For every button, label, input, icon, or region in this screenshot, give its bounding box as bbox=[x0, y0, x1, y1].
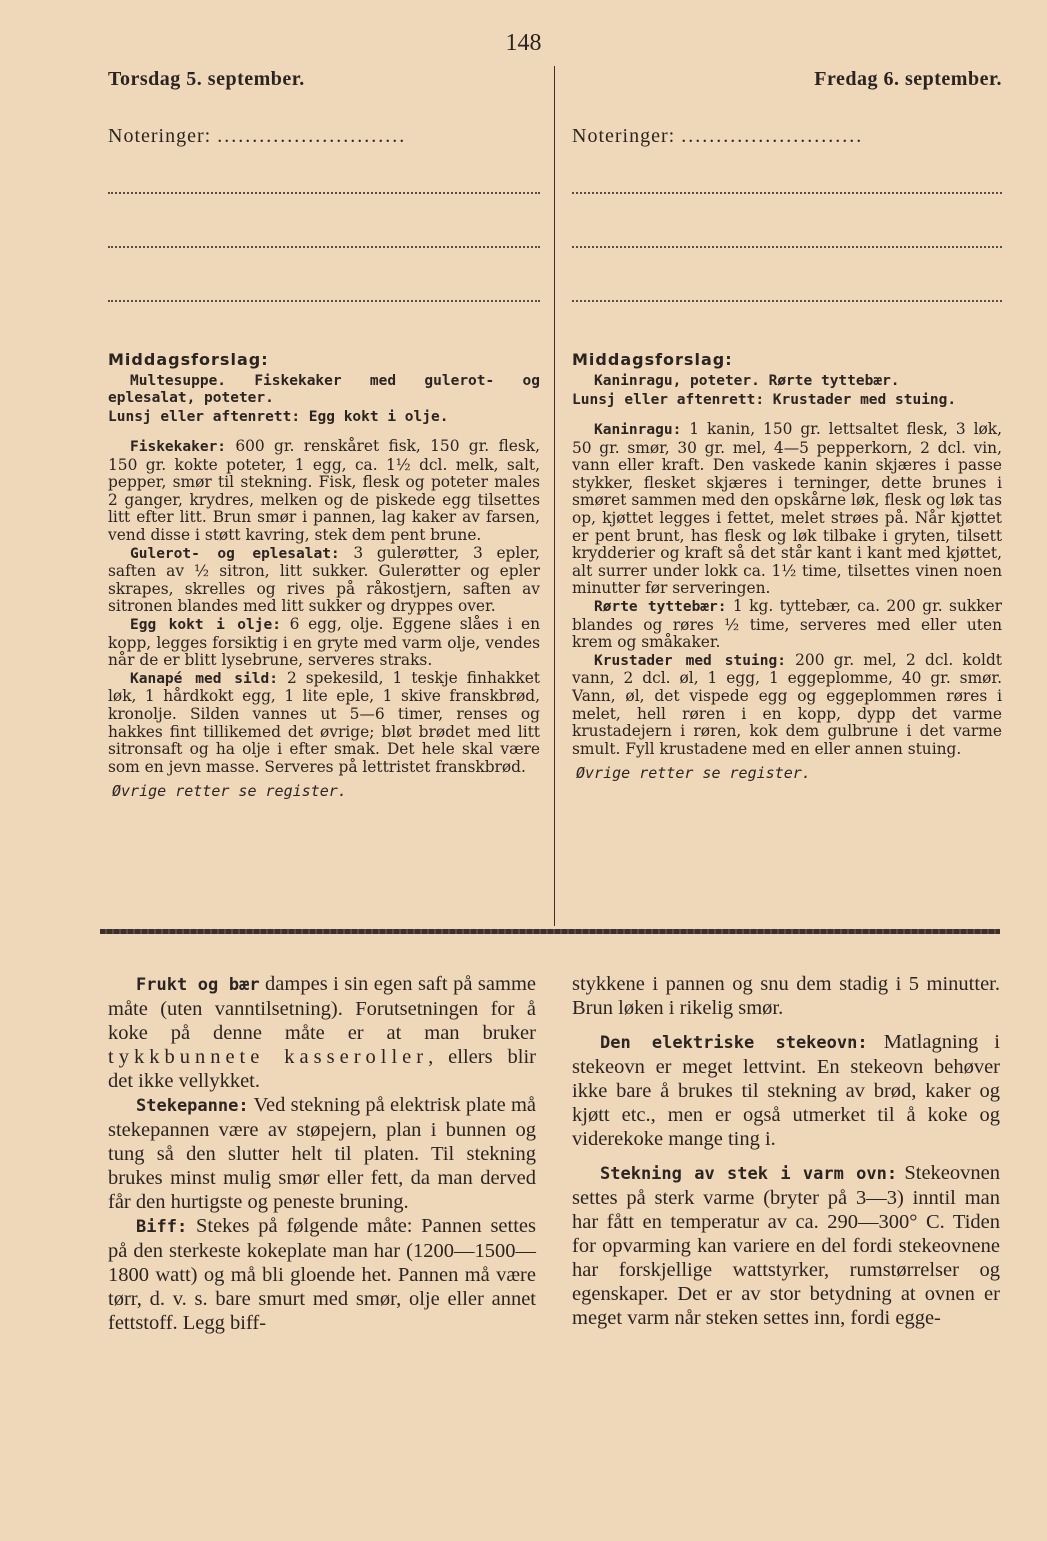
recipe-text: 6 egg, olje. Eggene slåes i en kopp, legges forsiktig i en gryte med varm olje, vendes når de er blitt lysebrune, serveres straks. bbox=[108, 614, 541, 670]
recipe-title: Krustader med stuing: bbox=[594, 652, 786, 669]
recipes-right bbox=[572, 421, 1002, 758]
notes-line bbox=[572, 192, 1002, 194]
notes-line bbox=[572, 300, 1002, 302]
paragraph-text: Stekeovnen settes på sterk varme (bryter på 3—3) inntil man har fått en temperatur av ca. 290—300° C. Tiden for opvarming kan variere en del fordi stekeovnene har forskjellige wattstyrker, rumstørrelser og egenskaper. Det er av stor betydning at ovnen er meget varm når steken settes inn, fordi egge- bbox=[572, 1162, 1001, 1329]
recipe-title: Rørte tyttebær: bbox=[594, 598, 727, 615]
menu-lunch-right: Lunsj eller aftenrett: Krustader med stuing. bbox=[572, 392, 957, 408]
recipe-text: 1 kg. tyttebær, ca. 200 gr. sukker blandes og røres ½ time, serveres med eller uten krem og småkaker. bbox=[572, 596, 1002, 652]
paragraph-text: Stekes på følgende måte: Pannen settes på den sterkeste kokeplate man har (1200—1500—1800 watt) og må bli gloende het. Pannen må være tørr, d. v. s. bare smurt med smør, olje eller annet fettstoff. Legg biff- bbox=[108, 1215, 536, 1334]
paragraph-title: Biff: bbox=[136, 1217, 188, 1237]
notes-label-text: Noteringer: bbox=[572, 125, 676, 147]
day-heading-right: Fredag 6. september. bbox=[814, 68, 1002, 90]
recipe-title: Kaninragu: bbox=[594, 422, 682, 438]
lower-text-right bbox=[572, 972, 1000, 1330]
recipe-paragraph bbox=[108, 438, 540, 545]
paragraph-title: Frukt og bær bbox=[136, 975, 260, 995]
menu-lunch-left: Lunsj eller aftenrett: Egg kokt i olje. bbox=[108, 409, 449, 425]
section-heading-right: Middagsforslag: bbox=[572, 350, 733, 369]
recipe-paragraph bbox=[108, 670, 540, 777]
paragraph-text: Matlagning i stekeovn er meget lettvint. En stekeovn behøver ikke bare å brukes til stekning av brød, kaker og kjøtt etc., men er også utmerket til å koke og viderekoke mange ting i. bbox=[572, 1031, 1000, 1150]
recipe-title: Gulerot- og eplesalat: bbox=[130, 545, 340, 562]
recipe-title: Fiskekaker: bbox=[130, 439, 227, 455]
column-divider bbox=[554, 66, 555, 926]
left-day-column bbox=[108, 68, 540, 800]
notes-label-left bbox=[108, 125, 540, 148]
menu-dinner-left: Multesuppe. Fiskekaker med gulerot- og eplesalat, poteter. bbox=[108, 373, 540, 406]
recipe-title: Egg kokt i olje: bbox=[130, 616, 281, 633]
text-paragraph: stykkene i pannen og snu dem stadig i 5 minutter. Brun løken i rikelig smør. bbox=[572, 973, 1000, 1019]
text-paragraph bbox=[108, 1093, 536, 1214]
recipe-paragraph bbox=[108, 545, 540, 616]
paragraph-title: Den elektriske stekeovn: bbox=[600, 1033, 868, 1053]
text-paragraph bbox=[108, 972, 536, 1093]
paragraph-text: dampes i sin egen saft på samme måte (uten vanntilsetning). Forutsetningen for å koke på denne måte er at man bruker bbox=[108, 973, 536, 1044]
section-divider bbox=[100, 929, 1000, 934]
notes-label-right bbox=[572, 125, 1002, 148]
paragraph-text: Ved stekning på elektrisk plate må stekepannen være av støpejern, plan i bunnen og tung så den slutter helt til platen. Til stekning brukes minst mulig smør eller fett, da man derved får den hurtigste og peneste bruning. bbox=[108, 1094, 536, 1213]
notes-line bbox=[572, 246, 1002, 248]
recipe-paragraph bbox=[572, 652, 1002, 759]
paragraph-text: , ellers blir det ikke vellykket. bbox=[108, 1046, 536, 1092]
recipe-text: 3 gulerøtter, 3 epler, saften av ½ sitron, litt sukker. Gulerøtter og epler skrapes, skrelles og rives på råkostjern, saften av sitronen blandes med litt sukker og dryppes over. bbox=[108, 543, 540, 616]
recipe-title: Kanapé med sild: bbox=[130, 670, 278, 687]
notes-dots: ........................... bbox=[217, 125, 407, 147]
recipe-text: 200 gr. mel, 2 dcl. koldt vann, 2 dcl. øl, 1 egg, 1 eggeplomme, 40 gr. smør. Vann, øl, det vispede egg og eggeplommen røres i melet, hell røren i en kopp, dypp det varme krustadejern i røren, kok dem gulbrune i det varme smult. Fyll krustadene med en eller annen stuing. bbox=[572, 650, 1002, 758]
text-paragraph bbox=[572, 1161, 1000, 1330]
recipe-paragraph bbox=[572, 421, 1002, 598]
register-reference-right: Øvrige retter se register. bbox=[576, 764, 811, 783]
menu-dinner-right: Kaninragu, poteter. Rørte tyttebær. bbox=[594, 373, 900, 389]
right-day-column bbox=[572, 68, 1002, 782]
notes-line bbox=[108, 300, 540, 302]
recipes-left bbox=[108, 438, 540, 776]
recipe-paragraph bbox=[572, 598, 1002, 652]
lower-text-left bbox=[108, 972, 536, 1335]
day-heading-left: Torsdag 5. september. bbox=[108, 68, 305, 90]
section-heading-left: Middagsforslag: bbox=[108, 350, 269, 369]
paragraph-title: Stekning av stek i varm ovn: bbox=[600, 1164, 898, 1184]
recipe-text: 2 spekesild, 1 teskje finhakket løk, 1 hårdkokt egg, 1 lite eple, 1 skive franskbrød, kronolje. Silden vannes ut 5—6 timer, renses og hakkes fint tillikemed det øvrige; bløt brødet med litt sitronsaft og ha olje i efter smak. Det hele skal være som en jevn masse. Serveres på lettristet franskbrød. bbox=[108, 668, 540, 776]
notes-line bbox=[108, 246, 540, 248]
notes-line bbox=[108, 192, 540, 194]
recipe-paragraph bbox=[108, 616, 540, 670]
paragraph-title: Stekepanne: bbox=[136, 1096, 249, 1116]
notes-dots: .......................... bbox=[681, 125, 864, 147]
recipe-text: 1 kanin, 150 gr. lettsaltet flesk, 3 løk, 50 gr. smør, 30 gr. mel, 4—5 pepperkorn, 2 dcl. vin, vann eller kraft. Den vaskede kanin skjæres i passe stykker, flesket skjæres i terninger, dette brunes i smøret sammen med den opskårne løk, flesk og løk tas op, kjøttet legges i fettet, melet strøes på. Når kjøttet er pent brunt, has flesk og løk tilbake i gryten, tilsett krydderier og kraft så det står kant i kant med kjøttet, alt surrer under lokk ca. 1½ time, tilsettes vinen noen minutter før serveringen. bbox=[572, 420, 1002, 598]
register-reference-left: Øvrige retter se register. bbox=[112, 782, 347, 801]
text-paragraph bbox=[572, 1030, 1000, 1151]
page-number: 148 bbox=[505, 30, 542, 56]
notes-label-text: Noteringer: bbox=[108, 125, 212, 147]
recipe-text: 600 gr. renskåret fisk, 150 gr. flesk, 150 gr. kokte poteter, 1 egg, ca. 1½ dcl. melk, salt, pepper, smør til stekning. Fisk, flesk og poteter males 2 ganger, krydres, melken og de piskede egg tilsettes litt efter litt. Brun smør i pannen, lag kaker av farsen, vend disse i støtt kavring, stek dem pent brune. bbox=[108, 437, 540, 544]
emphasized-text: tykkbunnete kasseroller bbox=[108, 1046, 429, 1068]
text-paragraph bbox=[108, 1214, 536, 1335]
